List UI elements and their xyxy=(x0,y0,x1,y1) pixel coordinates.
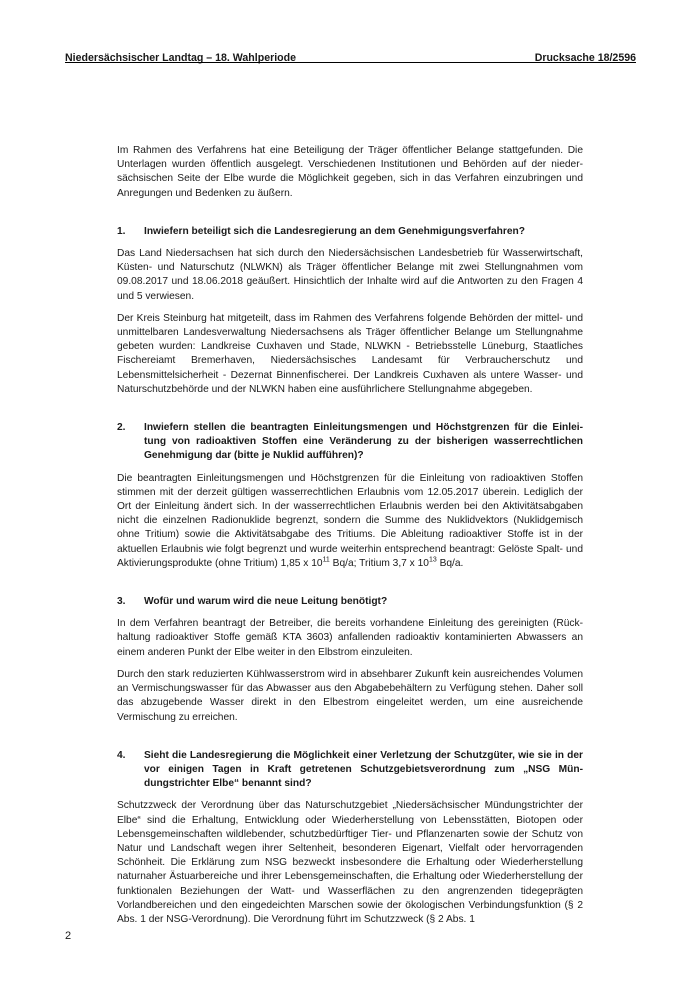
header-document-number: Drucksache 18/2596 xyxy=(534,52,636,64)
question-1-text: Inwiefern beteiligt sich die Landesregierung an dem Genehmigungsverfahren? xyxy=(144,225,525,237)
answer-2-main: Die beantragten Einleitungsmengen und Höchstgrenzen für die Einleitung von radioaktiven Stoffen stimmen mit der derzeit gültigen wasserrechtlichen Erlaubnis vom 12.05.2017 überein. Lediglich der Ort der Einleitung ändert sich. In der wasserrechtlichen Erlaubnis werden bei den Aktivitätsabgaben nicht die einzelnen Radionuklide begrenzt, sondern die Summe des Nuklidvektors (Nuklidgemisch ohne Tritium) sowie die Aktivitätsabgabe des Tritiums. Die Ableitung radioaktiver Stoffe ist in der aktuellen Erlaubnis wie folgt begrenzt und wurde weiterhin entsprechend beantragt: Gelöste Spalt- und Aktivierungsprodukte (ohne Tritium) 1,85 x 10 xyxy=(117,472,583,569)
answer-1-paragraph-1: Das Land Niedersachsen hat sich durch den Niedersächsischen Landesbetrieb für Wasserwirtschaft, Küsten- und Naturschutz (NLWKN) als Träger öffentlicher Belange mit zwei Stellungnahmen vom 09.08.2017 und 18.06.2018 geäußert. Hinsichtlich der Inhalte wird auf die Antworten zu den Fragen 4 und 5 verwiesen. xyxy=(117,248,583,302)
answer-4-paragraph-1: Schutzzweck der Verordnung über das Naturschutzgebiet „Niedersächsischer Mündungstrichter der Elbe“ sind die Erhaltung, Entwicklung oder Wiederherstellung von Lebensstätten, Biotopen oder Lebensgemeinschaften wildlebender, schutzbedürftiger Tier- und Pflanzenarten sowie der Schutz von Natur und Landschaft wegen ihrer Seltenheit, besonderen Eigenart, Vielfalt oder hervorragenden Schönheit. Die Erklärung zum NSG bezweckt insbesondere die Erhaltung oder Wiederherstellung naturnaher Ästuarbereiche und ihrer Lebensgemeinschaften, die Erhaltung oder Wiederherstellung der funktionalen Beziehungen der Watt- und Wasserflächen zu den angrenzenden tidegeprägten Vorlandbereichen und den eingedeichten Marschen sowie der ökologischen Verbindungsfunktion (§ 2 Abs. 1 der NSG-Verordnung). Die Verordnung führt im Schutzzweck (§ 2 Abs. 1 xyxy=(117,800,583,925)
question-1-number: 1. xyxy=(117,225,126,237)
answer-2-middle: Bq/a; Tritium 3,7 x 10 xyxy=(329,557,429,569)
header-parliament: Niedersächsischer Landtag – 18. Wahlperiode xyxy=(65,52,296,64)
question-4-number: 4. xyxy=(117,749,126,761)
answer-1-paragraph-2: Der Kreis Steinburg hat mitgeteilt, dass im Rahmen des Verfahrens folgende Behörden der mittel- und unmittelbaren Landesverwaltung Niedersachsens als Träger öffentlicher Belange um Stellungnahme gebeten wurden: Landkreise Cuxhaven und Stade, NLWKN - Betriebsstelle Lüneburg, Staatliches Fischereiamt Bremerhaven, Niedersächsisches Landesamt für Verbraucherschutz und Lebensmittelsicherheit - Dezernat Binnenfischerei. Der Landkreis Cuxhaven als untere Wasser- und Naturschutzbehörde und der NLWKN haben eine ausführlichere Stellungnahme abgegeben. xyxy=(117,312,583,395)
answer-2-end: Bq/a. xyxy=(436,557,464,569)
page-number: 2 xyxy=(65,930,72,942)
answer-2-exponent-1: 11 xyxy=(322,556,330,564)
question-4 xyxy=(117,749,583,792)
main-content xyxy=(117,144,583,927)
question-3-text: Wofür und warum wird die neue Leitung benötigt? xyxy=(144,596,388,608)
page-header xyxy=(65,44,636,64)
header-rule xyxy=(65,62,636,63)
intro-paragraph: Im Rahmen des Verfahrens hat eine Beteiligung der Träger öffentlicher Belange stattgefunden. Die Unterlagen wurden öffentlich ausgelegt. Verschiedenen Institutionen und Behörden auf der niedersächsischen Seite der Elbe wurde die Möglichkeit gegeben, sich in das Verfahren einzubringen und Anregungen und Bedenken zu äußern. xyxy=(117,145,583,199)
question-2 xyxy=(117,421,583,464)
question-2-number: 2. xyxy=(117,422,126,434)
question-3 xyxy=(117,595,583,609)
question-4-text: Sieht die Landesregierung die Möglichkeit einer Verletzung der Schutzgüter, wie sie in der vor einigen Tagen in Kraft getretenen Schutzgebietsverordnung zum „NSG Mündungstrichter Elbe“ benannt sind? xyxy=(144,749,583,790)
question-2-text: Inwiefern stellen die beantragten Einleitungsmengen und Höchstgrenzen für die Einleitung von radioaktiven Stoffen eine Veränderung zu der bisherigen wasserrechtlichen Genehmigung dar (bitte je Nuklid aufführen)? xyxy=(144,422,583,462)
answer-3-paragraph-1: In dem Verfahren beantragt der Betreiber, die bereits vorhandene Einleitung des gereinigten (Rückhaltung radioaktiver Stoffe gemäß KTA 3603) anfallenden radioaktiv kontaminierten Abwassers an einem anderen Punkt der Elbe weiter in den Elbstrom einzuleiten. xyxy=(117,618,583,658)
answer-2-exponent-2: 13 xyxy=(428,556,437,564)
answer-2-paragraph xyxy=(117,472,583,571)
answer-3-paragraph-2: Durch den stark reduzierten Kühlwasserstrom wird in absehbarer Zukunft kein ausreichendes Volumen an Vermischungswasser für das Abwasser aus den Abgabebehältern zu Verfügung stehen. Daher soll das abzugebende Wasser direkt in den Elbestrom eingeleitet werden, um eine ausreichende Vermischung zu erreichen. xyxy=(117,668,583,723)
question-1 xyxy=(117,225,583,239)
question-3-number: 3. xyxy=(117,596,126,608)
